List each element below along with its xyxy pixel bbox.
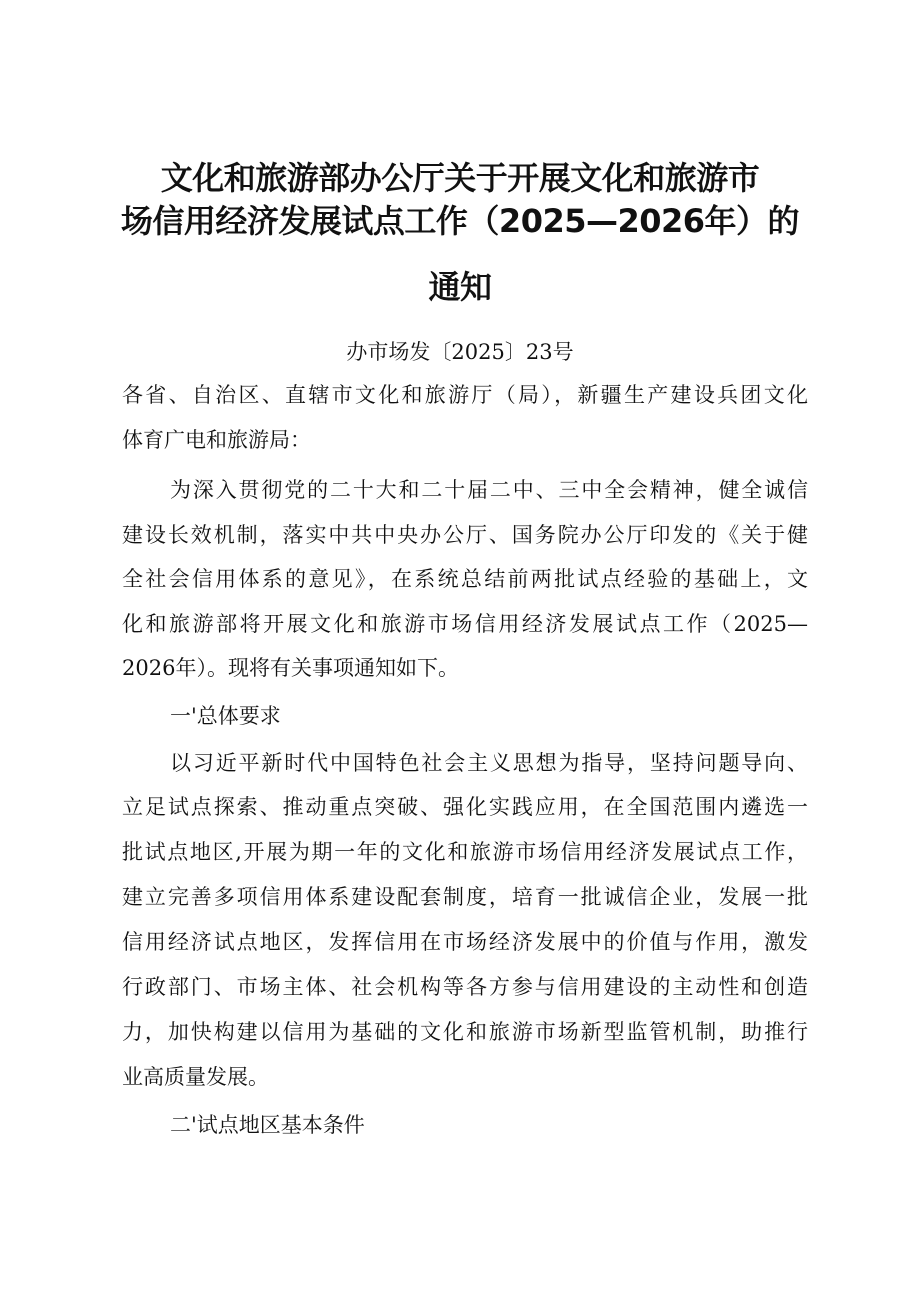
- intro-line-5: 2026年）。现将有关事项通知如下。: [122, 656, 459, 680]
- intro-line-3: 全社会信用体系的意见》，在系统总结前两批试点经验的基础上，文: [122, 567, 808, 591]
- section1-line-6: 行政部门、市场主体、社会机构等各方参与信用建设的主动性和创造: [122, 975, 808, 999]
- section1-line-4: 建立完善多项信用体系建设配套制度，培育一批诚信企业，发展一批: [122, 885, 808, 909]
- intro-line-4: 化和旅游部将开展文化和旅游市场信用经济发展试点工作（2025—: [122, 612, 808, 636]
- section1-line-1: 以习近平新时代中国特色社会主义思想为指导，坚持问题导向、: [170, 751, 808, 775]
- section-heading-1: 一'总体要求: [170, 704, 281, 728]
- section-heading-2: 二'试点地区基本条件: [170, 1113, 365, 1137]
- document-title-line-1: 文化和旅游部办公厅关于开展文化和旅游市: [160, 159, 760, 197]
- document-title-line-3: 通知: [428, 268, 492, 306]
- section1-line-7: 力，加快构建以信用为基础的文化和旅游市场新型监管机制，助推行: [122, 1020, 808, 1044]
- intro-line-1: 为深入贯彻党的二十大和二十届二中、三中全会精神，健全诚信: [170, 478, 808, 502]
- section1-line-3: 批试点地区,开展为期一年的文化和旅游市场信用经济发展试点工作，: [122, 840, 808, 864]
- section1-line-2: 立足试点探索、推动重点突破、强化实践应用，在全国范围内遴选一: [122, 795, 808, 819]
- section1-line-5: 信用经济试点地区，发挥信用在市场经济发展中的价值与作用，激发: [122, 930, 808, 954]
- intro-line-2: 建设长效机制，落实中共中央办公厅、国务院办公厅印发的《关于健: [122, 523, 808, 547]
- section1-line-8: 业高质量发展。: [122, 1065, 269, 1089]
- document-title-line-2: 场信用经济发展试点工作（2025—2026年）的: [120, 202, 800, 240]
- document-number: 办市场发〔2025〕23号: [346, 340, 574, 364]
- addressee-line-2: 体育广电和旅游局：: [122, 428, 311, 452]
- addressee-line-1: 各省、自治区、直辖市文化和旅游厅（局），新疆生产建设兵团文化: [122, 383, 808, 407]
